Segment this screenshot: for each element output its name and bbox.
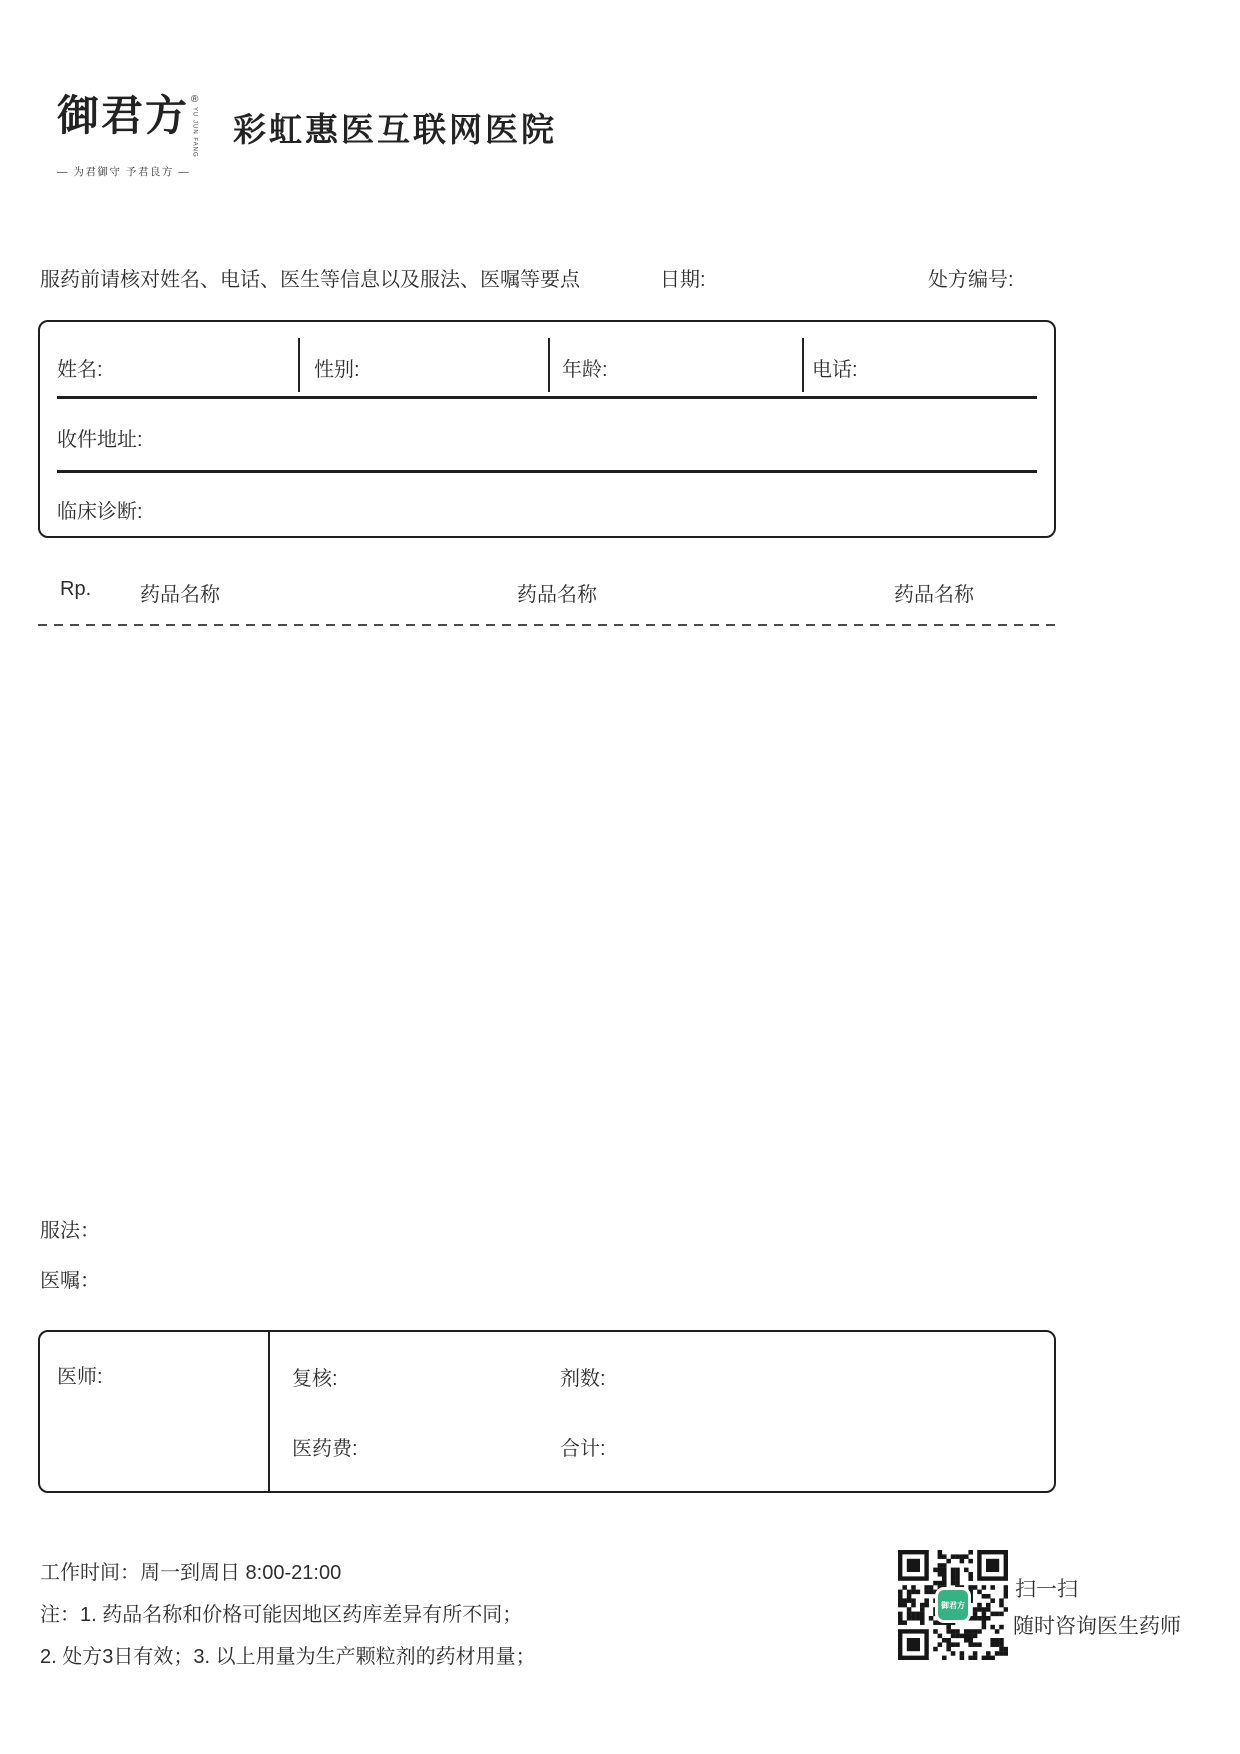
working-hours: 工作时间：周一到周日 8:00-21:00 bbox=[40, 1562, 342, 1584]
dose-count-label: 剂数: bbox=[560, 1368, 606, 1390]
cell-divider bbox=[548, 338, 550, 392]
cell-divider bbox=[802, 338, 804, 392]
advice-label: 医嘱： bbox=[40, 1270, 100, 1292]
signature-fee-box bbox=[38, 1330, 1056, 1493]
review-label: 复核: bbox=[292, 1368, 338, 1390]
row-divider bbox=[57, 470, 1037, 473]
hospital-name: 彩虹惠医互联网医院 bbox=[233, 111, 557, 148]
phone-label: 电话: bbox=[812, 359, 858, 381]
drug-name-column-header: 药品名称 bbox=[517, 584, 597, 606]
date-label: 日期: bbox=[660, 269, 706, 291]
row-divider bbox=[57, 396, 1037, 399]
address-label: 收件地址: bbox=[57, 429, 143, 451]
note-line-1: 注：1. 药品名称和价格可能因地区药库差异有所不同； bbox=[40, 1604, 523, 1626]
scan-sub-label: 随时咨询医生药师 bbox=[1013, 1615, 1181, 1638]
brand-block bbox=[57, 93, 198, 179]
drug-name-column-header: 药品名称 bbox=[140, 584, 220, 606]
registered-trademark-icon: ® bbox=[191, 94, 199, 105]
verification-notice: 服药前请核对姓名、电话、医生等信息以及服法、医嘱等要点 bbox=[40, 269, 580, 291]
gender-label: 性别: bbox=[314, 359, 360, 381]
prescription-number-label: 处方编号: bbox=[928, 269, 1014, 291]
dashed-separator bbox=[38, 624, 1058, 626]
drug-name-column-header: 药品名称 bbox=[894, 584, 974, 606]
brand-logo-pinyin: YU JUN FANG bbox=[191, 107, 198, 158]
diagnosis-label: 临床诊断: bbox=[57, 501, 143, 523]
medicine-fee-label: 医药费: bbox=[292, 1438, 358, 1460]
qr-center-logo: 御君方 bbox=[938, 1590, 968, 1620]
patient-info-box bbox=[38, 320, 1056, 538]
brand-logo-text: 御君方 bbox=[57, 91, 190, 140]
usage-label: 服法： bbox=[40, 1220, 100, 1242]
physician-label: 医师: bbox=[57, 1366, 103, 1388]
note-line-2: 2. 处方3日有效；3. 以上用量为生产颗粒剂的药材用量； bbox=[40, 1646, 536, 1668]
cell-divider bbox=[298, 338, 300, 392]
scan-label: 扫一扫 bbox=[1015, 1578, 1078, 1601]
rp-label: Rp. bbox=[60, 578, 92, 600]
brand-tagline: — 为君御守 予君良方 — bbox=[57, 165, 191, 178]
cell-divider bbox=[268, 1332, 270, 1491]
total-label: 合计: bbox=[560, 1438, 606, 1460]
age-label: 年龄: bbox=[562, 359, 608, 381]
name-label: 姓名: bbox=[57, 359, 103, 381]
qr-code bbox=[898, 1550, 1008, 1660]
